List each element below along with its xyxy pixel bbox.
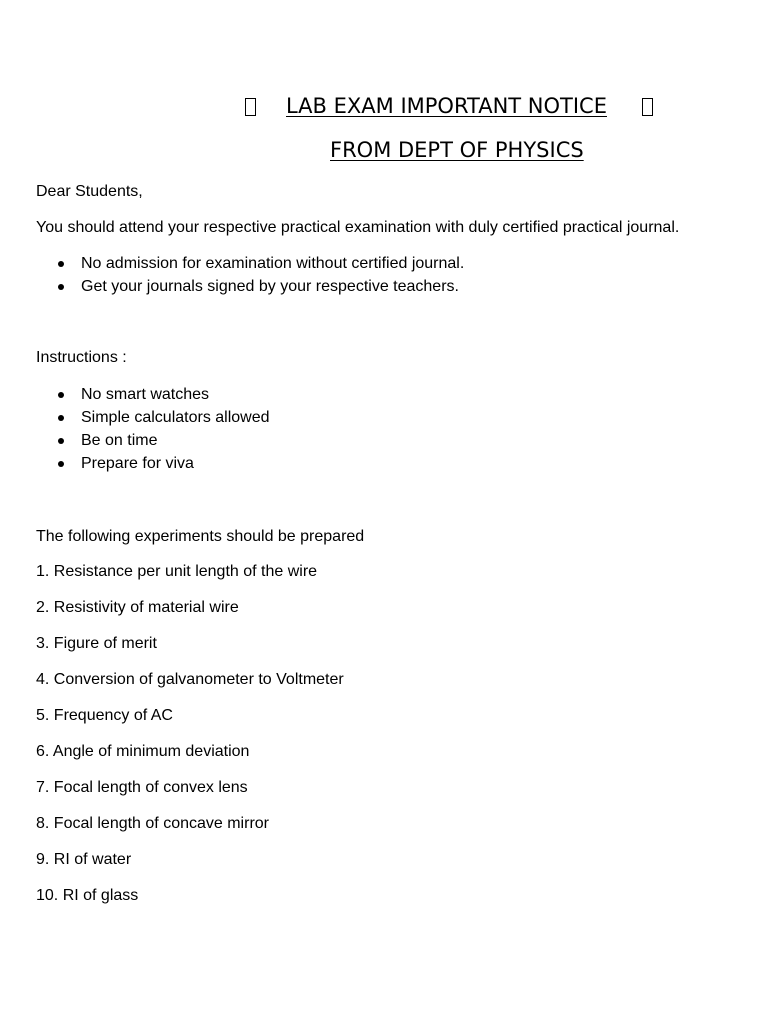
experiment-item: 2. Resistivity of material wire bbox=[36, 599, 239, 616]
list-item bbox=[36, 406, 270, 429]
experiment-item: 8. Focal length of concave mirror bbox=[36, 815, 269, 832]
experiment-item: 10. RI of glass bbox=[36, 887, 139, 904]
experiment-item: 4. Conversion of galvanometer to Voltmeter bbox=[36, 671, 344, 688]
list-item bbox=[36, 252, 464, 275]
missing-glyph-icon bbox=[642, 98, 653, 116]
list-item-text: No smart watches bbox=[81, 386, 210, 403]
notice-subtitle: FROM DEPT OF PHYSICS bbox=[330, 138, 584, 162]
list-item-text: Be on time bbox=[81, 432, 158, 449]
experiment-item: 1. Resistance per unit length of the wire bbox=[36, 563, 318, 580]
experiment-item: 5. Frequency of AC bbox=[36, 707, 173, 724]
greeting: Dear Students, bbox=[36, 183, 143, 200]
list-item bbox=[36, 275, 464, 298]
notice-bullet-list bbox=[36, 252, 464, 298]
list-item-text: Prepare for viva bbox=[81, 455, 194, 472]
instructions-list bbox=[36, 383, 270, 475]
list-item-text: Get your journals signed by your respective teachers. bbox=[81, 278, 459, 295]
experiments-list bbox=[36, 562, 344, 922]
bullet-icon bbox=[58, 284, 64, 290]
bullet-icon bbox=[58, 415, 64, 421]
list-item bbox=[36, 429, 270, 452]
list-item-text: Simple calculators allowed bbox=[81, 409, 270, 426]
missing-glyph-icon bbox=[245, 98, 256, 116]
experiment-item: 6. Angle of minimum deviation bbox=[36, 743, 250, 760]
instructions-label: Instructions : bbox=[36, 349, 127, 366]
bullet-icon bbox=[58, 461, 64, 467]
list-item bbox=[36, 452, 270, 475]
experiment-item: 9. RI of water bbox=[36, 851, 132, 868]
list-item-text: No admission for examination without certified journal. bbox=[81, 255, 465, 272]
experiments-intro: The following experiments should be prepared bbox=[36, 528, 365, 545]
notice-title: LAB EXAM IMPORTANT NOTICE bbox=[286, 94, 607, 118]
intro-paragraph: You should attend your respective practical examination with duly certified practical journal. bbox=[36, 219, 680, 236]
bullet-icon bbox=[58, 261, 64, 267]
bullet-icon bbox=[58, 392, 64, 398]
experiment-item: 3. Figure of merit bbox=[36, 635, 157, 652]
bullet-icon bbox=[58, 438, 64, 444]
list-item bbox=[36, 383, 270, 406]
experiment-item: 7. Focal length of convex lens bbox=[36, 779, 248, 796]
